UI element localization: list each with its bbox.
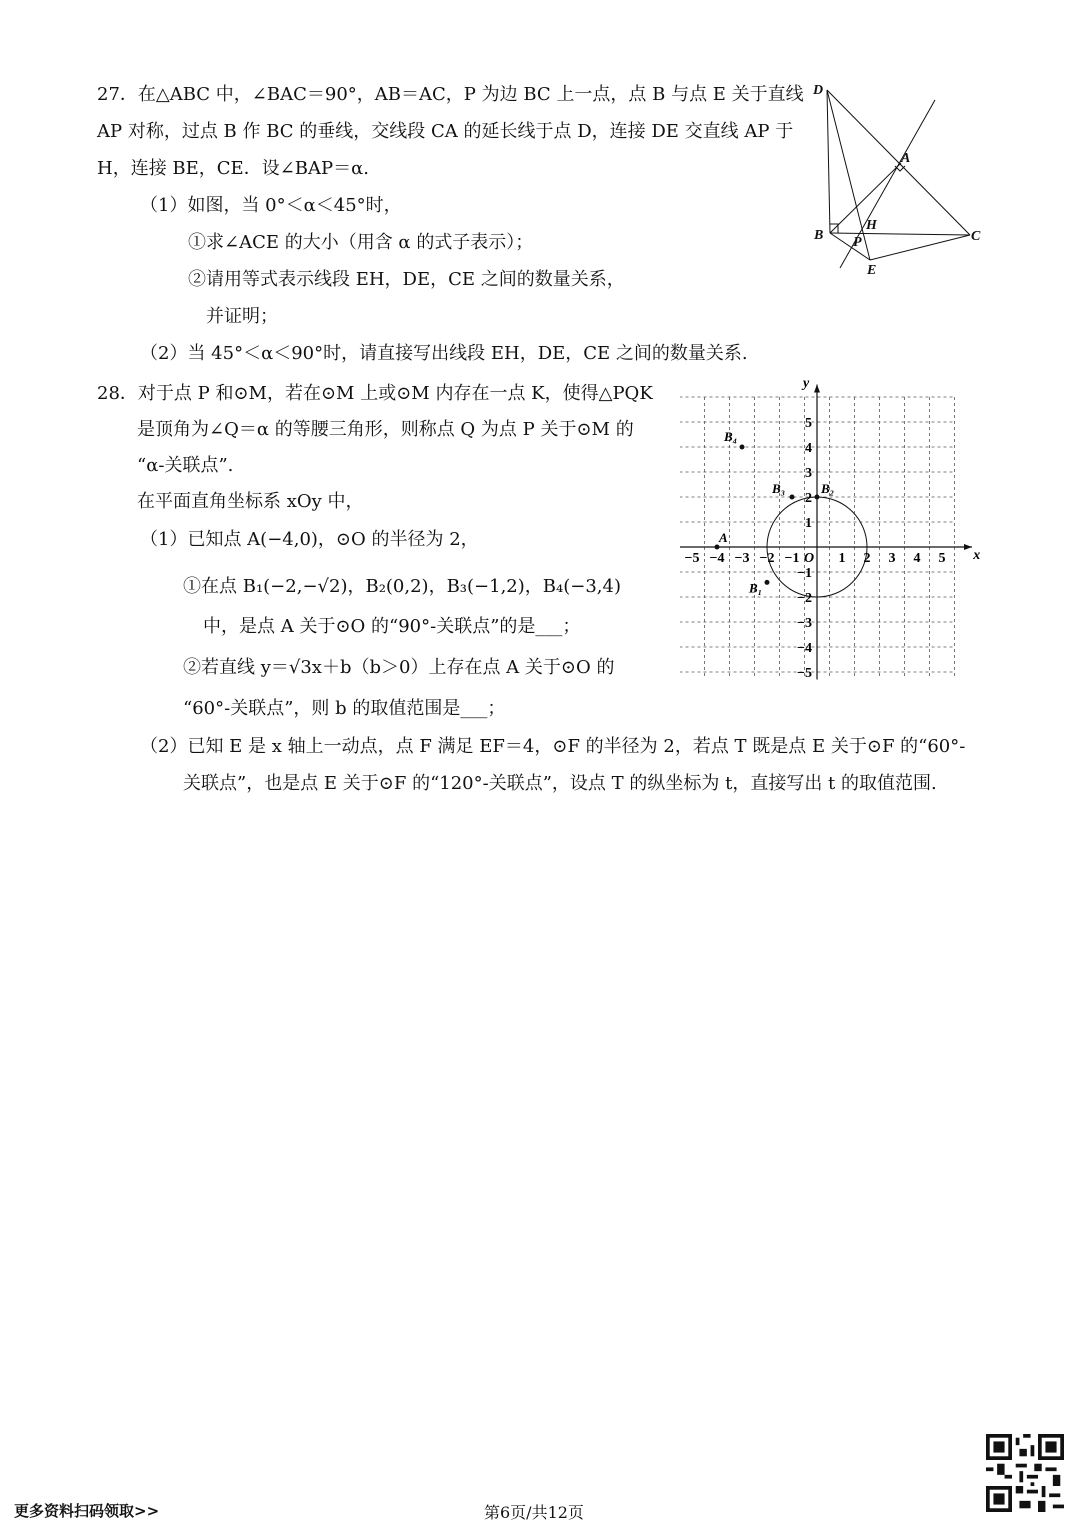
q27-part1-intro: （1）如图，当 0°＜α＜45°时， <box>140 195 402 216</box>
x-tick-label: −5 <box>684 551 700 566</box>
x-tick-label: 1 <box>838 551 846 566</box>
point-B₃ <box>790 495 795 500</box>
q28-part2a: （2）已知 E 是 x 轴上一动点，点 F 满足 EF＝4，⊙F 的半径为 2，若点 T 既是点 E 关于⊙F 的“60°- <box>140 736 966 757</box>
label-H: H <box>866 218 877 233</box>
point-B₂ <box>815 495 820 500</box>
y-tick-label: 2 <box>805 491 812 506</box>
point-B₁ <box>765 580 770 585</box>
y-axis-label: y <box>803 376 810 391</box>
label-C: C <box>971 229 981 244</box>
label-B: B <box>814 228 824 243</box>
q27-line2: AP 对称，过点 B 作 BC 的垂线，交线段 CA 的延长线于点 D，连接 DE 交直线 AP 于 <box>97 121 794 142</box>
y-tick-label: 3 <box>805 466 812 481</box>
y-tick-label: 5 <box>805 416 812 431</box>
x-axis-label: x <box>973 548 981 563</box>
point-label: B₂ <box>821 481 835 496</box>
q28-line1: 28．对于点 P 和⊙M，若在⊙M 上或⊙M 内存在一点 K，使得△PQK <box>97 383 653 404</box>
q28-line4: 在平面直角坐标系 xOy 中， <box>137 491 364 512</box>
label-P: P <box>853 235 862 250</box>
x-tick-label: −3 <box>734 551 750 566</box>
x-tick-label: −2 <box>759 551 775 566</box>
point-A <box>715 545 720 550</box>
x-tick-label: 3 <box>888 551 896 566</box>
x-tick-label: −4 <box>709 551 725 566</box>
y-tick-label: 4 <box>805 441 812 456</box>
x-tick-label: −1 <box>784 551 800 566</box>
point-label: B₁ <box>749 580 763 596</box>
q27-geometry-figure <box>805 78 995 283</box>
q28-part1-q1b: 中，是点 A 关于⊙O 的“90°-关联点”的是___； <box>203 616 581 637</box>
point-label: B₃ <box>772 481 786 496</box>
q27-line3: H，连接 BE，CE．设∠BAP＝α. <box>97 158 369 179</box>
q27-part1-q2a: ②请用等式表示线段 EH，DE，CE 之间的数量关系， <box>188 269 625 290</box>
y-tick-label: −2 <box>797 591 812 606</box>
x-tick-label: 2 <box>863 551 871 566</box>
point-B₄ <box>740 445 745 450</box>
q27-line1: 27．在△ABC 中，∠BAC＝90°，AB＝AC，P 为边 BC 上一点，点 B 与点 E 关于直线 <box>97 84 804 105</box>
label-E: E <box>867 263 877 278</box>
q28-line3: “α-关联点”. <box>137 455 234 476</box>
q28-part1-q1a: ①在点 B₁(−2,−√2)，B₂(0,2)，B₃(−1,2)，B₄(−3,4) <box>183 576 621 597</box>
point-label: A <box>719 530 728 545</box>
q27-part2: （2）当 45°＜α＜90°时，请直接写出线段 EH，DE，CE 之间的数量关系. <box>140 343 748 364</box>
label-A: A <box>901 151 911 166</box>
y-axis-arrow <box>814 385 820 393</box>
q27-part1-q2b: 并证明； <box>206 306 278 327</box>
x-tick-label: 5 <box>938 551 946 566</box>
y-tick-label: 1 <box>805 516 812 531</box>
y-tick-label: −4 <box>797 641 812 656</box>
y-tick-label: −5 <box>797 666 812 681</box>
x-axis-arrow <box>964 544 972 550</box>
page-number: 第6页/共12页 <box>484 1503 584 1522</box>
origin-label: O <box>804 551 815 566</box>
point-label: B₄ <box>724 429 738 444</box>
x-tick-label: 4 <box>913 551 921 566</box>
footer-scan-text: 更多资料扫码领取>> <box>14 1502 160 1520</box>
label-D: D <box>813 83 824 98</box>
q28-coordinate-grid <box>680 375 985 685</box>
q28-part1-q2a: ②若直线 y＝√3x＋b（b＞0）上存在点 A 关于⊙O 的 <box>183 657 615 678</box>
q27-part1-q1: ①求∠ACE 的大小（用含 α 的式子表示）； <box>188 232 534 253</box>
q28-part1-intro: （1）已知点 A(−4,0)，⊙O 的半径为 2， <box>140 529 479 550</box>
y-tick-label: −1 <box>797 566 812 581</box>
qr-code-icon[interactable] <box>986 1434 1064 1512</box>
y-tick-label: −3 <box>797 616 812 631</box>
q28-part2b: 关联点”，也是点 E 关于⊙F 的“120°-关联点”，设点 T 的纵坐标为 t，直接写出 t 的取值范围. <box>183 773 937 794</box>
q28-part1-q2b: “60°-关联点”，则 b 的取值范围是___； <box>183 698 506 719</box>
q28-line2: 是顶角为∠Q＝α 的等腰三角形，则称点 Q 为点 P 关于⊙M 的 <box>137 419 634 440</box>
